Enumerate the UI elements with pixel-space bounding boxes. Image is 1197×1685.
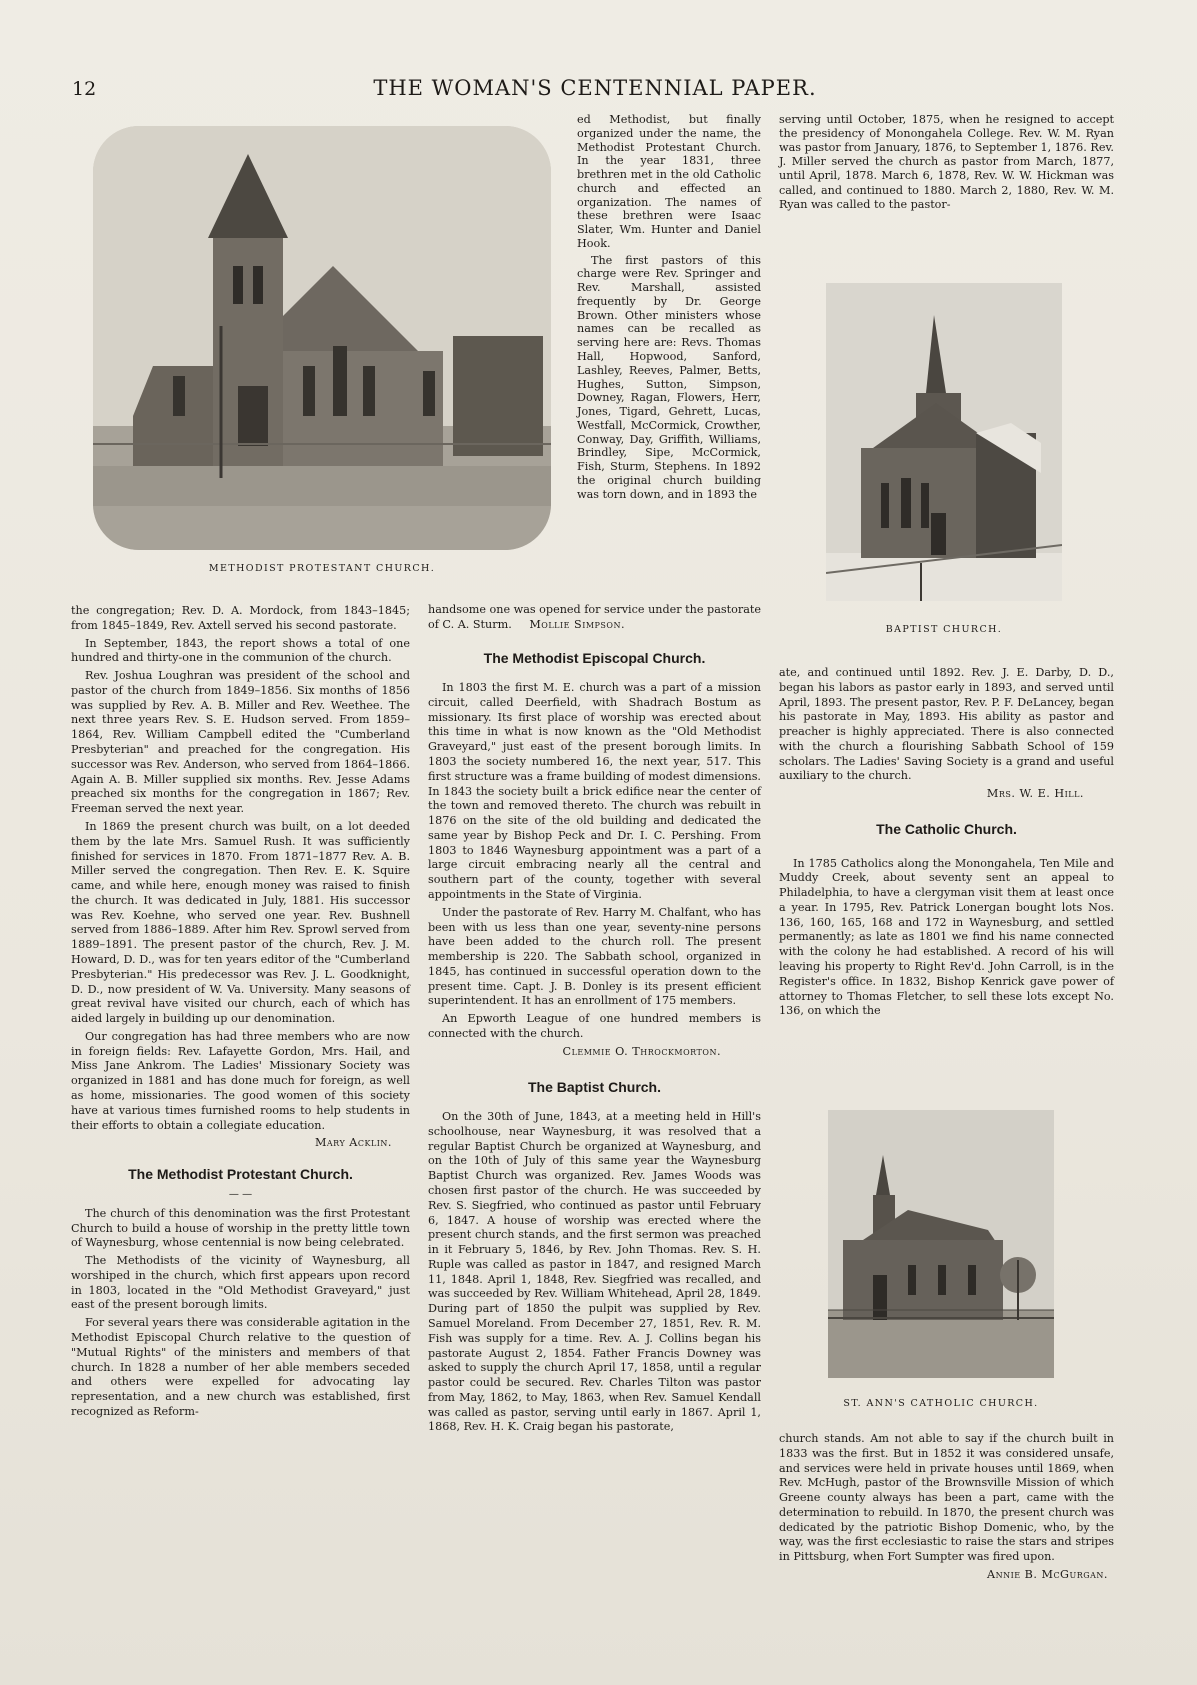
page-header (70, 76, 1120, 106)
col3-paragraph: serving until October, 1875, when he resigned to accept the presidency of Monongahela College. Rev. W. M. Ryan was pastor from January, 1876, to September 1, 1876. Rev. J. Miller served the church as pastor from March, 1877, until April, 1878. March 6, 1878, Rev. W. W. Hickman was called, and continued to 1880. March 2, 1880, Rev. W. M. Ryan was called to the pastor- (779, 113, 1114, 211)
col1-paragraph: The church of this denomination was the first Protestant Church to build a house of worship in the pretty little town of Waynesburg, whose centennial is now being celebrated. (71, 1206, 410, 1250)
heading-catholic-church: The Catholic Church. (876, 821, 1017, 838)
col1-paragraph: In September, 1843, the report shows a total of one hundred and thirty-one in the communion of the church. (71, 636, 410, 665)
page-title: THE WOMAN'S CENTENNIAL PAPER. (373, 76, 817, 100)
col1-paragraph: In 1869 the present church was built, on a lot deeded them by the late Mrs. Samuel Rush. It was sufficiently finished for services in 1870. From 1871–1877 Rev. A. B. Miller served the congregation. Then Rev. E. K. Squire came, and while here, enough money was raised to finish the church. It was dedicated in July, 1881. His successor was Rev. Koehne, who served one year. Rev. Bushnell served from 1886–1889. After him Rev. Sprowl served from 1889–1891. The present pastor of the church, Rev. J. M. Howard, D. D., was for ten years editor of the "Cumberland Presbyterian." His predecessor was Rev. J. L. Goodknight, D. D., now president of W. Va. University. Many seasons of great revival have visited our church, each of which has aided largely in building up our denomination. (71, 819, 410, 1026)
col3-paragraph: ate, and continued until 1892. Rev. J. E. Darby, D. D., began his labors as pastor early in 1893, and served until April, 1893. The present pastor, Rev. P. F. DeLancey, began his pastorate in May, 1893. His ability as pastor and preacher is highly appreciated. There is also connected with the church a flourishing Sabbath School of 159 scholars. The Ladies' Saving Society is a grand and useful auxiliary to the church. (779, 666, 1114, 783)
st-anns-catholic-church-photo (828, 1110, 1054, 1378)
col3-paragraph: In 1785 Catholics along the Monongahela, Ten Mile and Muddy Creek, about seventy sent an appeal to Philadelphia, to have a clergyman visit them at least once a year. In 1795, Rev. Patrick Lonergan bought lots Nos. 136, 160, 165, 168 and 172 in Waynesburg, and settled permanently; as late as 1801 we find his name connected with the colony he had established. A record of his will leaving his property to Right Rev'd. John Carroll, is in the Register's office. In 1832, Bishop Kenrick gave power of attorney to Thomas Fletcher, to sell these lots except No. 136, on which the (779, 856, 1114, 1018)
column-1 (71, 604, 410, 1423)
col3-paragraph: church stands. Am not able to say if the church built in 1833 was the first. But in 1852 it was considered unsafe, and services were held in private houses until 1869, when Rev. McHugh, pastor of the Brownsville Mission of which Greene county always has been a part, came with the determination to rebuild. In 1870, the present church was dedicated by the patriotic Bishop Domenic, who, by the way, was the first ecclesiastic to raise the stars and stripes in Pittsburg, when Fort Sumpter was fired upon. (779, 1432, 1114, 1564)
baptist-caption: BAPTIST CHURCH. (885, 624, 1003, 635)
col2-paragraph: In 1803 the first M. E. church was a part of a mission circuit, called Deerfield, with Shadrach Bostum as missionary. Its first place of worship was erected about this time in what is now known as the "Old Methodist Graveyard," just east of the present borough limits. In 1803 the society numbered 16, the next year, 517. This first structure was a frame building of modest dimensions. In 1843 the society built a brick edifice near the center of the town and removed thereto. The church was rebuilt in 1876 on the site of the old building and dedicated the same year by Bishop Peck and Dr. I. C. Pershing. From 1803 to 1846 Waynesburg appointment was a part of a large circuit embracing nearly all the central and southern part of the county, together with several appointments in the State of Virginia. (428, 681, 761, 901)
column-3-mid (779, 666, 1114, 1022)
signature-annie-mcgurgan: Annie B. McGurgan. (987, 1568, 1108, 1582)
col1-paragraph: Rev. Joshua Loughran was president of the school and pastor of the church from 1849–1856. Six months of 1856 was supplied by Rev. A. B. Miller and Rev. Weethee. The next three years Rev. S. E. Hudson served. From 1859–1864, Rev. William Campbell edited the "Cumberland Presbyterian" and preached for the congregation. His successor was Rev. Anderson, who served from 1864–1866. Again A. B. Miller supplied six months. Rev. Jesse Adams preached six months for the congregation in 1867; Rev. Freeman served the next year. (71, 669, 410, 816)
column-2 (428, 603, 761, 1438)
signature-mollie-simpson: Mollie Simpson. (529, 617, 626, 631)
signature-mary-acklin: Mary Acklin. (314, 1136, 392, 1150)
page-number: 12 (72, 78, 97, 100)
heading-methodist-protestant: The Methodist Protestant Church. (128, 1166, 353, 1183)
signature-clemmie-throckmorton: Clemmie O. Throckmorton. (562, 1044, 721, 1058)
signature-mrs-hill: Mrs. W. E. Hill. (986, 787, 1084, 801)
col2-wide-text: handsome one was opened for service under the pastorate of C. A. Sturm. (428, 603, 761, 631)
st-anns-caption: ST. ANN'S CATHOLIC CHURCH. (843, 1398, 1039, 1409)
column-3-bottom (779, 1432, 1114, 1583)
heading-baptist-church: The Baptist Church. (527, 1078, 661, 1095)
col2-paragraph (428, 603, 761, 633)
st-anns-church-illustration (828, 1110, 1054, 1378)
column-2-narrow (577, 113, 761, 504)
methodist-protestant-church-photo (93, 126, 551, 550)
methodist-protestant-caption: METHODIST PROTESTANT CHURCH. (208, 563, 436, 574)
col1-paragraph: the congregation; Rev. D. A. Mordock, from 1843–1845; from 1845–1849, Rev. Axtell served his second pastorate. (71, 604, 410, 632)
baptist-church-photo (826, 283, 1062, 601)
column-3-top (779, 113, 1114, 215)
col2-paragraph: On the 30th of June, 1843, at a meeting held in Hill's schoolhouse, near Waynesburg, it was resolved that a regular Baptist Church be organized at Waynesburg, and on the 10th of July of this same year the Waynesburg Baptist Church was organized. Rev. James Woods was chosen first pastor of the church. He was succeeded by Rev. S. Siegfried, who continued as pastor until February 6, 1847. A house of worship was erected where the present church stands, and the first sermon was preached in it February 5, 1846, by Rev. John Thomas. Rev. S. H. Ruple was called as pastor in 1847, and resigned March 11, 1848. April 1, 1848, Rev. Siegfried was recalled, and was succeeded by Rev. William Whitehead, April 28, 1849. During part of 1850 the pulpit was supplied by Rev. Samuel Moreland. From December 27, 1851, Rev. R. M. Fish was supply for a time. Rev. A. J. Collins began his pastorate August 2, 1854. Father Francis Downey was asked to supply the church April 17, 1858, until a regular pastor could be secured. Rev. Charles Tilton was pastor from May, 1862, to May, 1863, when Rev. Samuel Kendall was called as pastor, serving until early in 1867. April 1, 1868, Rev. H. K. Craig began his pastorate, (428, 1110, 761, 1434)
section-rule: — — (228, 1188, 253, 1200)
col1-paragraph: The Methodists of the vicinity of Waynesburg, all worshiped in the church, which first appears upon record in 1803, located in the "Old Methodist Graveyard," just east of the present borough limits. (71, 1254, 410, 1312)
baptist-church-illustration (826, 283, 1062, 601)
methodist-protestant-church-illustration (93, 126, 551, 550)
col2-paragraph: An Epworth League of one hundred members is connected with the church. (428, 1012, 761, 1040)
col1-paragraph: Our congregation has had three members who are now in foreign fields: Rev. Lafayette Gordon, Mrs. Hail, and Miss Jane Ankrom. The Ladies' Missionary Society was organized in 1881 and has done much for foreign, as well as home, missionaries. The good women of this society have at various times furnished rooms to help students in their efforts to obtain a collegiate education. (71, 1029, 410, 1132)
col1-paragraph: For several years there was considerable agitation in the Methodist Episcopal Church relative to the question of "Mutual Rights" of the ministers and members of that church. In 1828 a number of her able members seceded and others were expelled for advocating lay representation, and a new church was established, first recognized as Reform- (71, 1316, 410, 1418)
col2-paragraph: The first pastors of this charge were Rev. Springer and Rev. Marshall, assisted frequently by Dr. George Brown. Other ministers whose names can be recalled as serving here are: Revs. Thomas Hall, Hopwood, Sanford, Lashley, Reeves, Palmer, Betts, Hughes, Sutton, Simpson, Downey, Ragan, Flowers, Herr, Jones, Tigard, Gehrett, Lucas, Westfall, McCormick, Crowther, Conway, Day, Griffith, Williams, Brindley, Sipe, McCormick, Fish, Sturm, Stephens. In 1892 the original church building was torn down, and in 1893 the (577, 253, 761, 501)
col2-paragraph: ed Methodist, but finally organized under the name, the Methodist Protestant Church. In the year 1831, three brethren met in the old Catholic church and effected an organization. The names of these brethren were Isaac Slater, Wm. Hunter and Daniel Hook. (577, 113, 761, 250)
heading-methodist-episcopal: The Methodist Episcopal Church. (483, 649, 706, 666)
col2-paragraph: Under the pastorate of Rev. Harry M. Chalfant, who has been with us less than one year, seventy-nine persons have been added to the church roll. The present membership is 220. The Sabbath school, organized in 1845, has continued in successful operation down to the present time. Capt. J. B. Donley is its present efficient superintendent. It has an enrollment of 175 members. (428, 905, 761, 1008)
